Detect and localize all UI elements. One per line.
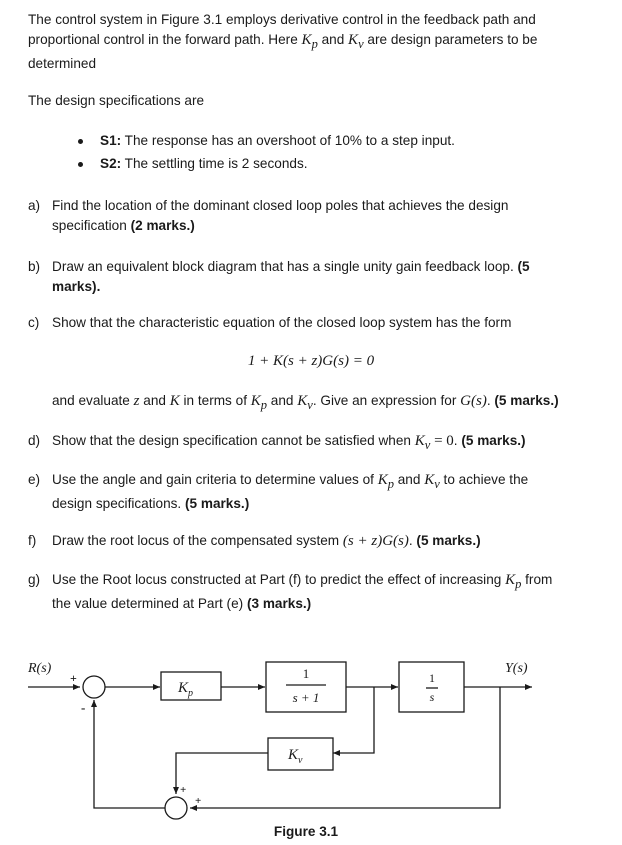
bullet-icon <box>78 139 83 144</box>
characteristic-equation: 1 + K(s + z)G(s) = 0 <box>247 353 375 369</box>
input-label: R(s) <box>28 661 52 676</box>
kv-output-path <box>176 753 268 794</box>
sum2-plus-sign-top: + <box>180 784 187 796</box>
sum1-minus-sign: - <box>81 700 86 715</box>
plant-numerator: 1 <box>302 666 310 681</box>
plant-denominator: s + 1 <box>292 690 320 705</box>
intro-line-2: proportional control in the forward path. Here $K_p$ and $K_v$ are design parameters to be <box>28 32 538 51</box>
kp-symbol: $K_p$ <box>301 32 318 51</box>
combined-feedback-path <box>94 700 165 808</box>
sum2-plus-sign-right: + <box>195 795 202 807</box>
bullet-icon <box>78 162 83 167</box>
summing-junction-main <box>83 676 105 698</box>
spec-heading: The design specifications are <box>28 93 205 108</box>
summing-junction-feedback <box>165 797 187 819</box>
block-diagram <box>0 640 622 845</box>
kv-symbol: $K_v$ <box>348 32 364 51</box>
sum1-plus-sign: + <box>70 671 77 685</box>
figure-caption: Figure 3.1 <box>273 824 339 839</box>
output-label: Y(s) <box>505 661 528 676</box>
integrator-numerator: 1 <box>429 671 435 685</box>
intro-line-3: determined <box>28 56 97 71</box>
question-c-line-2: and evaluate z and K in terms of $K_p$ and $K_v$. Give an expression for G(s). (5 marks.) <box>52 393 559 412</box>
intro-line-1: The control system in Figure 3.1 employs derivative control in the feedback path and <box>28 12 536 27</box>
integrator-denominator: s <box>429 690 435 704</box>
integrator-block <box>399 662 464 712</box>
intro-paragraph <box>28 10 608 74</box>
kv-block-label: $K_v$ <box>288 747 303 766</box>
kp-block-label: $K_p$ <box>178 680 194 699</box>
output-feedback-path <box>190 687 500 808</box>
kv-feedback-path <box>333 687 374 753</box>
